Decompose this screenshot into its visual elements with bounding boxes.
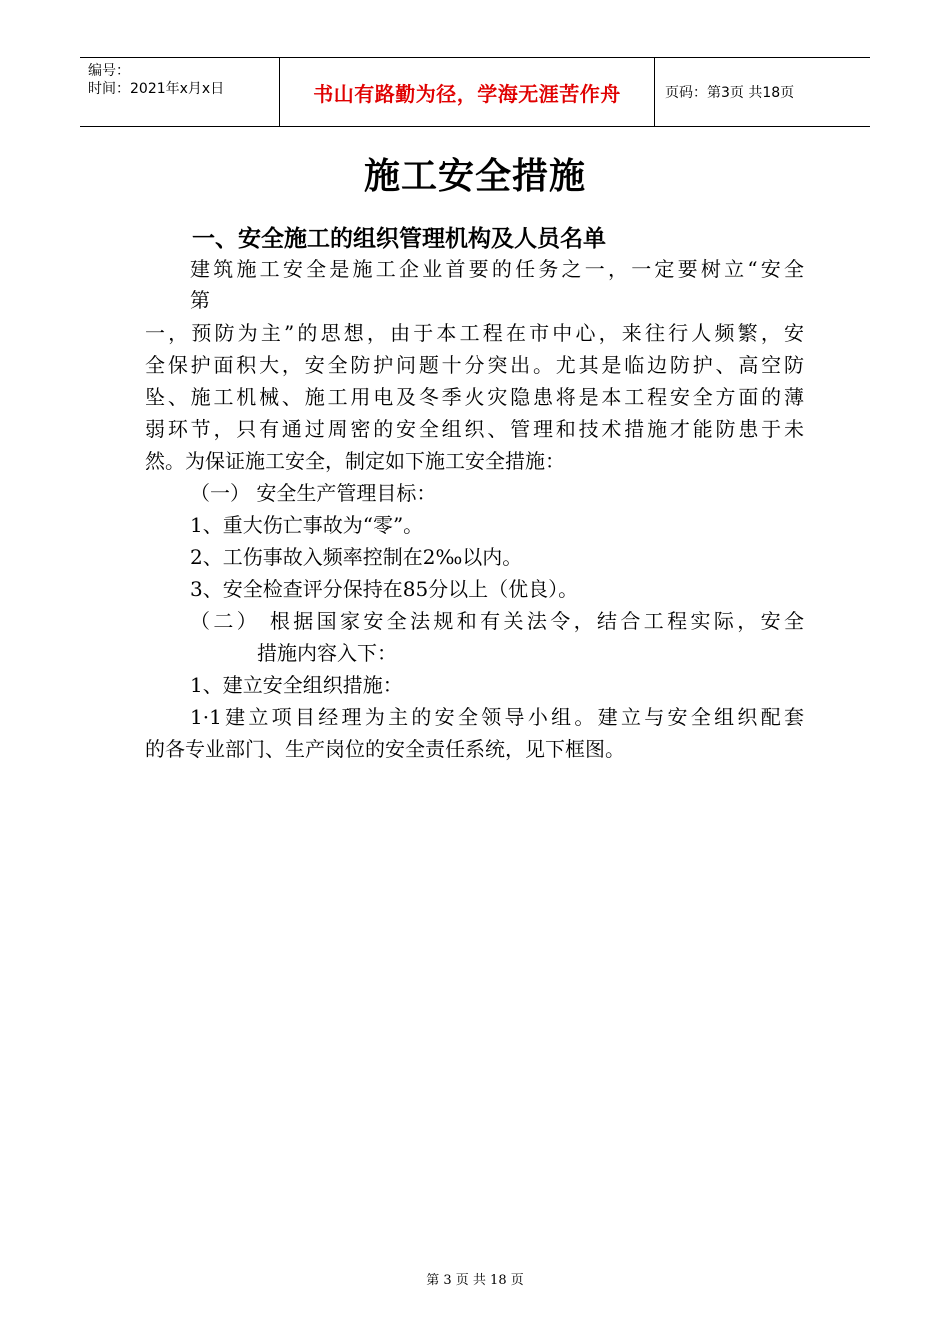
body-line: 全保护面积大，安全防护问题十分突出。尤其是临边防护、高空防	[145, 353, 804, 377]
header-meta	[80, 58, 280, 126]
body-line: 第	[190, 288, 210, 312]
page-title: 施工安全措施	[363, 156, 586, 197]
list-item: 3、安全检查评分保持在85分以上（优良）。	[190, 577, 579, 601]
body-line: 1·1建立项目经理为主的安全领导小组。建立与安全组织配套	[190, 705, 804, 729]
list-heading: （二） 根据国家安全法规和有关法令，结合工程实际，安全	[190, 609, 804, 633]
list-item: 1、重大伤亡事故为“零”。	[190, 513, 424, 537]
list-item: 1、建立安全组织措施：	[190, 673, 403, 697]
body-line: 的各专业部门、生产岗位的安全责任系统，见下框图。	[145, 737, 625, 761]
body-line: 建筑施工安全是施工企业首要的任务之一，一定要树立“安全	[190, 257, 804, 281]
list-heading: （一） 安全生产管理目标：	[190, 481, 437, 505]
page-footer: 第 3 页 共 18 页	[426, 1273, 524, 1288]
body-line: 坠、施工机械、施工用电及冬季火灾隐患将是本工程安全方面的薄	[145, 385, 804, 409]
list-item: 2、工伤事故入频率控制在2‰以内。	[190, 545, 523, 569]
header-page-info: 页码：第3页 共18页	[665, 85, 795, 101]
body-line: 然。为保证施工安全，制定如下施工安全措施：	[145, 449, 565, 473]
list-heading-continued: 措施内容入下：	[257, 641, 397, 665]
section-heading: 一、安全施工的组织管理机构及人员名单	[192, 226, 606, 252]
document-time-label: 时间：2021年x月x日	[88, 81, 225, 97]
document-number-label: 编号：	[88, 63, 130, 79]
page-header	[80, 57, 870, 127]
header-motto: 书山有路勤为径，学海无涯苦作舟	[280, 58, 655, 126]
body-line: 一，预防为主”的思想，由于本工程在市中心，来往行人频繁，安	[145, 321, 804, 345]
body-line: 弱环节，只有通过周密的安全组织、管理和技术措施才能防患于未	[145, 417, 804, 441]
